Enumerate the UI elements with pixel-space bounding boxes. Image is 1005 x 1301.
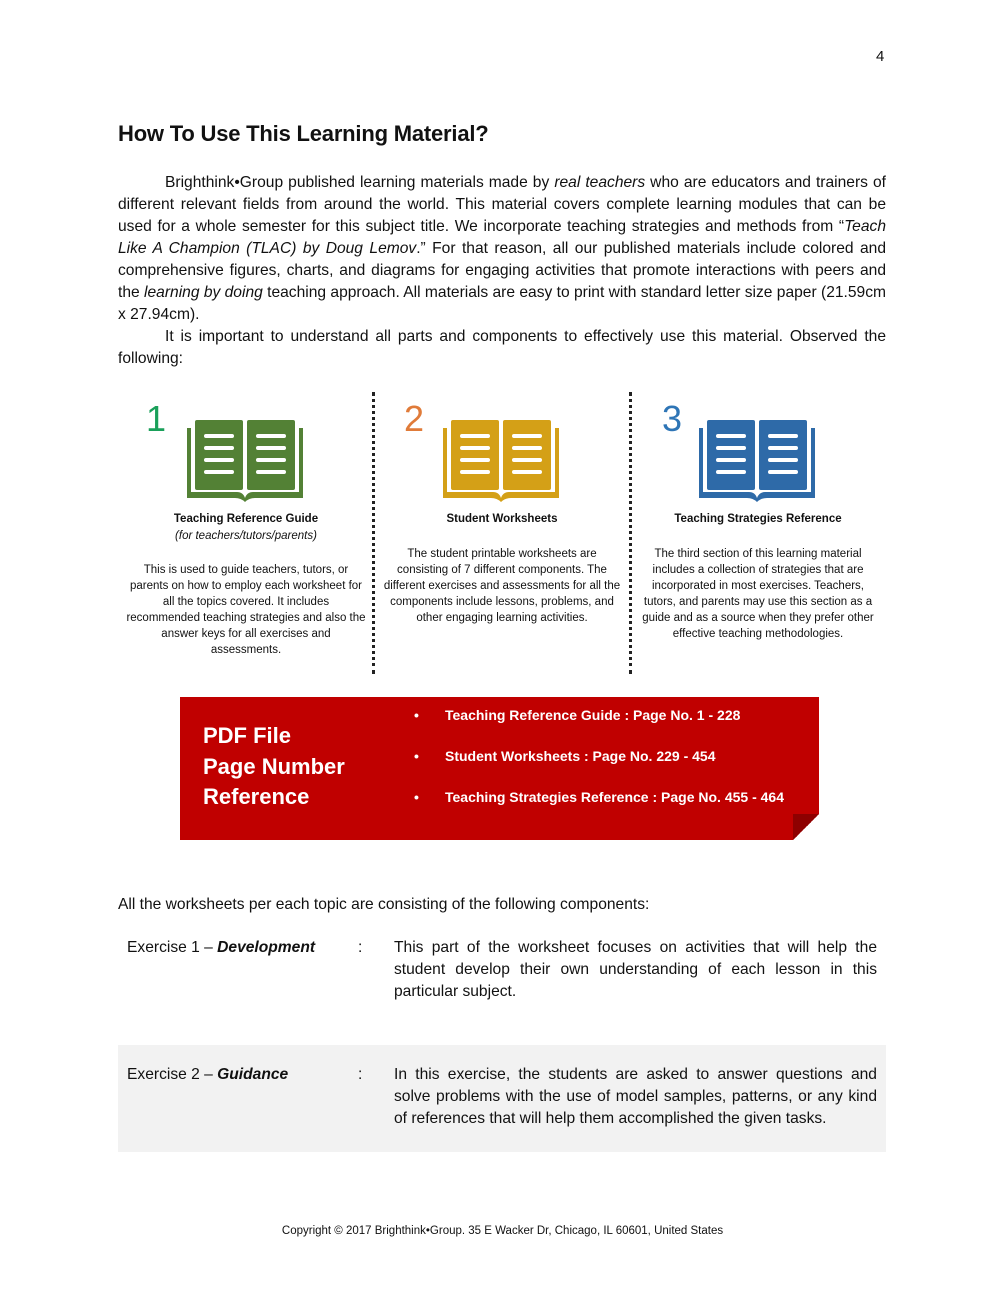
section-description: The third section of this learning material includes a collection of strategies that are incorporated in most exercises. Teachers, tutors, and parents may use this section as a guide and as a source when they prefer other effective teaching methodologies.: [642, 548, 874, 640]
pdf-page-reference-banner: [180, 697, 819, 840]
component-description: This part of the worksheet focuses on activities that will help the student develop their own understanding of each lesson in this particular subject.: [394, 939, 877, 1000]
banner-title: PDF File Page Number Reference: [203, 723, 345, 809]
component-row-exercise-1: [118, 926, 886, 1036]
sections-overview: [118, 392, 886, 674]
separator-colon: :: [358, 1066, 363, 1083]
page-reference-list: [414, 705, 784, 828]
bullet-icon: •: [414, 707, 419, 723]
open-book-icon: [698, 416, 816, 502]
intro-paragraph-2: It is important to understand all parts and components to effectively use this material. Observed the following:: [118, 328, 886, 367]
section-number: 3: [662, 398, 683, 439]
section-teaching-strategies-reference: [638, 392, 878, 674]
section-description: The student printable worksheets are consisting of 7 different components. The different exercises and assessments for all the components include lessons, problems, and other engaging learning activities.: [383, 548, 621, 624]
section-student-worksheets: [382, 392, 622, 674]
section-number: 1: [146, 398, 167, 439]
bullet-icon: •: [414, 789, 419, 805]
section-number: 2: [404, 398, 425, 439]
section-title: Teaching Strategies Reference: [674, 513, 842, 525]
section-description: This is used to guide teachers, tutors, or parents on how to employ each worksheet for all the topics covered. It includes recommended teaching strategies and also the answer keys for all exercises and assessments.: [126, 564, 366, 656]
page-curl-shadow: [793, 814, 819, 840]
dotted-divider: [629, 392, 632, 674]
intro-paragraph-1: Brighthink•Group published learning materials made by real teachers who are educators and trainers of different relevant fields from around the world. This material covers complete learning modules that can be used for a whole semester for this subject title. We incorporate teaching strategies and methods from “Teach Like A Champion (TLAC) by Doug Lemov.” For that reason, all our published materials include colored and comprehensive figures, charts, and diagrams for engaging activities that promote interactions with peers and the learning by doing teaching approach. All materials are easy to print with standard letter size paper (21.59cm x 27.94cm).: [118, 174, 887, 323]
component-label: Exercise 2 – Guidance: [127, 1066, 289, 1083]
component-label: Exercise 1 – Development: [127, 939, 316, 956]
section-teaching-reference-guide: [126, 392, 366, 674]
section-title: Teaching Reference Guide: [173, 513, 319, 525]
section-subtitle: (for teachers/tutors/parents): [175, 530, 317, 542]
page-reference-item: • Teaching Strategies Reference : Page No. 455 - 464: [414, 789, 784, 805]
components-intro: All the worksheets per each topic are consisting of the following components:: [118, 896, 650, 913]
component-description: In this exercise, the students are asked to answer questions and solve problems with the use of model samples, patterns, or any kind of references that will help them accomplished the given tasks.: [394, 1066, 877, 1127]
separator-colon: :: [358, 939, 363, 956]
component-row-exercise-2: [118, 1045, 886, 1152]
bullet-icon: •: [414, 748, 419, 764]
page-title: How To Use This Learning Material?: [118, 121, 489, 146]
page-number: 4: [876, 48, 885, 65]
open-book-icon: [442, 416, 560, 502]
page-reference-item: • Teaching Reference Guide : Page No. 1 - 228: [414, 707, 741, 723]
section-title: Student Worksheets: [446, 513, 558, 525]
intro-text: [118, 172, 886, 370]
dotted-divider: [372, 392, 375, 674]
open-book-icon: [186, 416, 304, 502]
copyright-footer: Copyright © 2017 Brighthink•Group. 35 E Wacker Dr, Chicago, IL 60601, United States: [281, 1225, 724, 1237]
page-reference-item: • Student Worksheets : Page No. 229 - 454: [414, 748, 716, 764]
